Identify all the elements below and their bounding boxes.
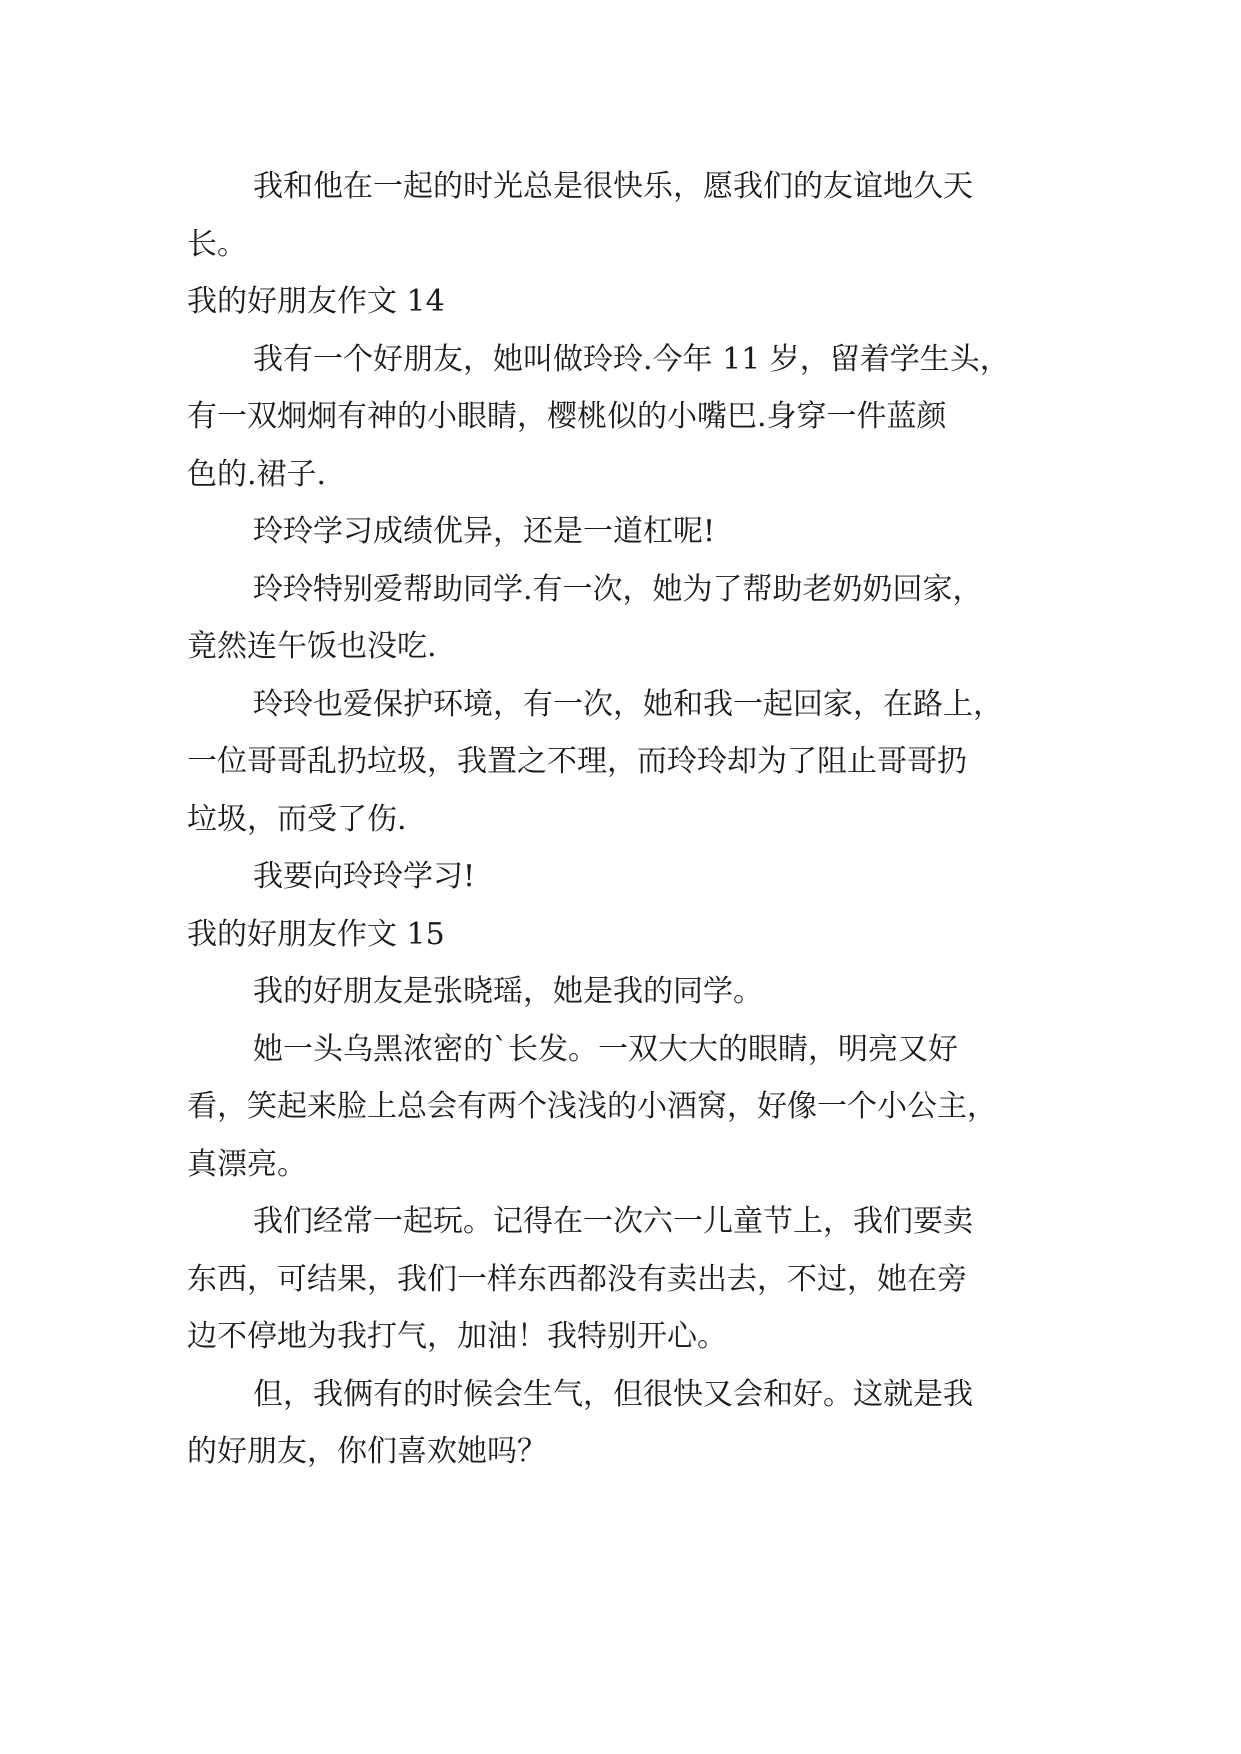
paragraph-10 — [187, 1021, 1053, 1194]
text-line: 我有一个好朋友，她叫做玲玲.今年 11 岁，留着学生头， — [253, 341, 1010, 377]
heading-text: 我的好朋友作文 14 — [187, 284, 445, 319]
essay-heading-15 — [187, 906, 1053, 964]
text-line: 我和他在一起的时光总是很快乐，愿我们的友谊地久天 — [253, 169, 973, 204]
text-line: 但，我俩有的时候会生气，但很快又会和好。这就是我 — [253, 1376, 973, 1412]
text-line: 玲玲也爱保护环境，有一次，她和我一起回家，在路上， — [253, 686, 1003, 722]
text-line: 她一头乌黑浓密的`长发。一双大大的眼睛，明亮又好 — [253, 1031, 958, 1067]
heading-text: 我的好朋友作文 15 — [187, 916, 445, 952]
paragraph-1 — [187, 158, 1053, 273]
text-line: 我的好朋友是张晓瑶，她是我的同学。 — [253, 974, 763, 1009]
document-body — [187, 158, 1053, 1481]
text-line: 看，笑起来脸上总会有两个浅浅的小酒窝，好像一个小公主， — [187, 1089, 997, 1124]
essay-heading-14 — [187, 273, 1053, 331]
text-line: 的好朋友，你们喜欢她吗？ — [187, 1434, 547, 1469]
paragraph-6 — [187, 676, 1053, 849]
paragraph-5 — [187, 561, 1053, 676]
text-line: 长。 — [187, 226, 247, 262]
paragraph-12 — [187, 1366, 1053, 1481]
text-line: 玲玲学习成绩优异，还是一道杠呢! — [253, 514, 716, 549]
paragraph-7 — [187, 848, 1053, 906]
text-line: 垃圾，而受了伤. — [187, 801, 407, 837]
text-line: 真漂亮。 — [187, 1146, 307, 1182]
paragraph-3 — [187, 331, 1053, 504]
paragraph-11 — [187, 1193, 1053, 1366]
text-line: 竟然连午饭也没吃. — [187, 629, 437, 664]
text-line: 东西，可结果，我们一样东西都没有卖出去，不过，她在旁 — [187, 1261, 967, 1297]
paragraph-4 — [187, 503, 1053, 561]
text-line: 我要向玲玲学习! — [253, 859, 476, 894]
text-line: 玲玲特别爱帮助同学.有一次，她为了帮助老奶奶回家， — [253, 571, 983, 607]
text-line: 一位哥哥乱扔垃圾，我置之不理，而玲玲却为了阻止哥哥扔 — [187, 744, 967, 779]
paragraph-9 — [187, 963, 1053, 1021]
text-line: 我们经常一起玩。记得在一次六一儿童节上，我们要卖 — [253, 1204, 973, 1239]
text-line: 边不停地为我打气，加油！我特别开心。 — [187, 1319, 727, 1354]
text-line: 色的.裙子. — [187, 456, 327, 492]
text-line: 有一双炯炯有神的小眼睛，樱桃似的小嘴巴.身穿一件蓝颜 — [187, 399, 947, 434]
